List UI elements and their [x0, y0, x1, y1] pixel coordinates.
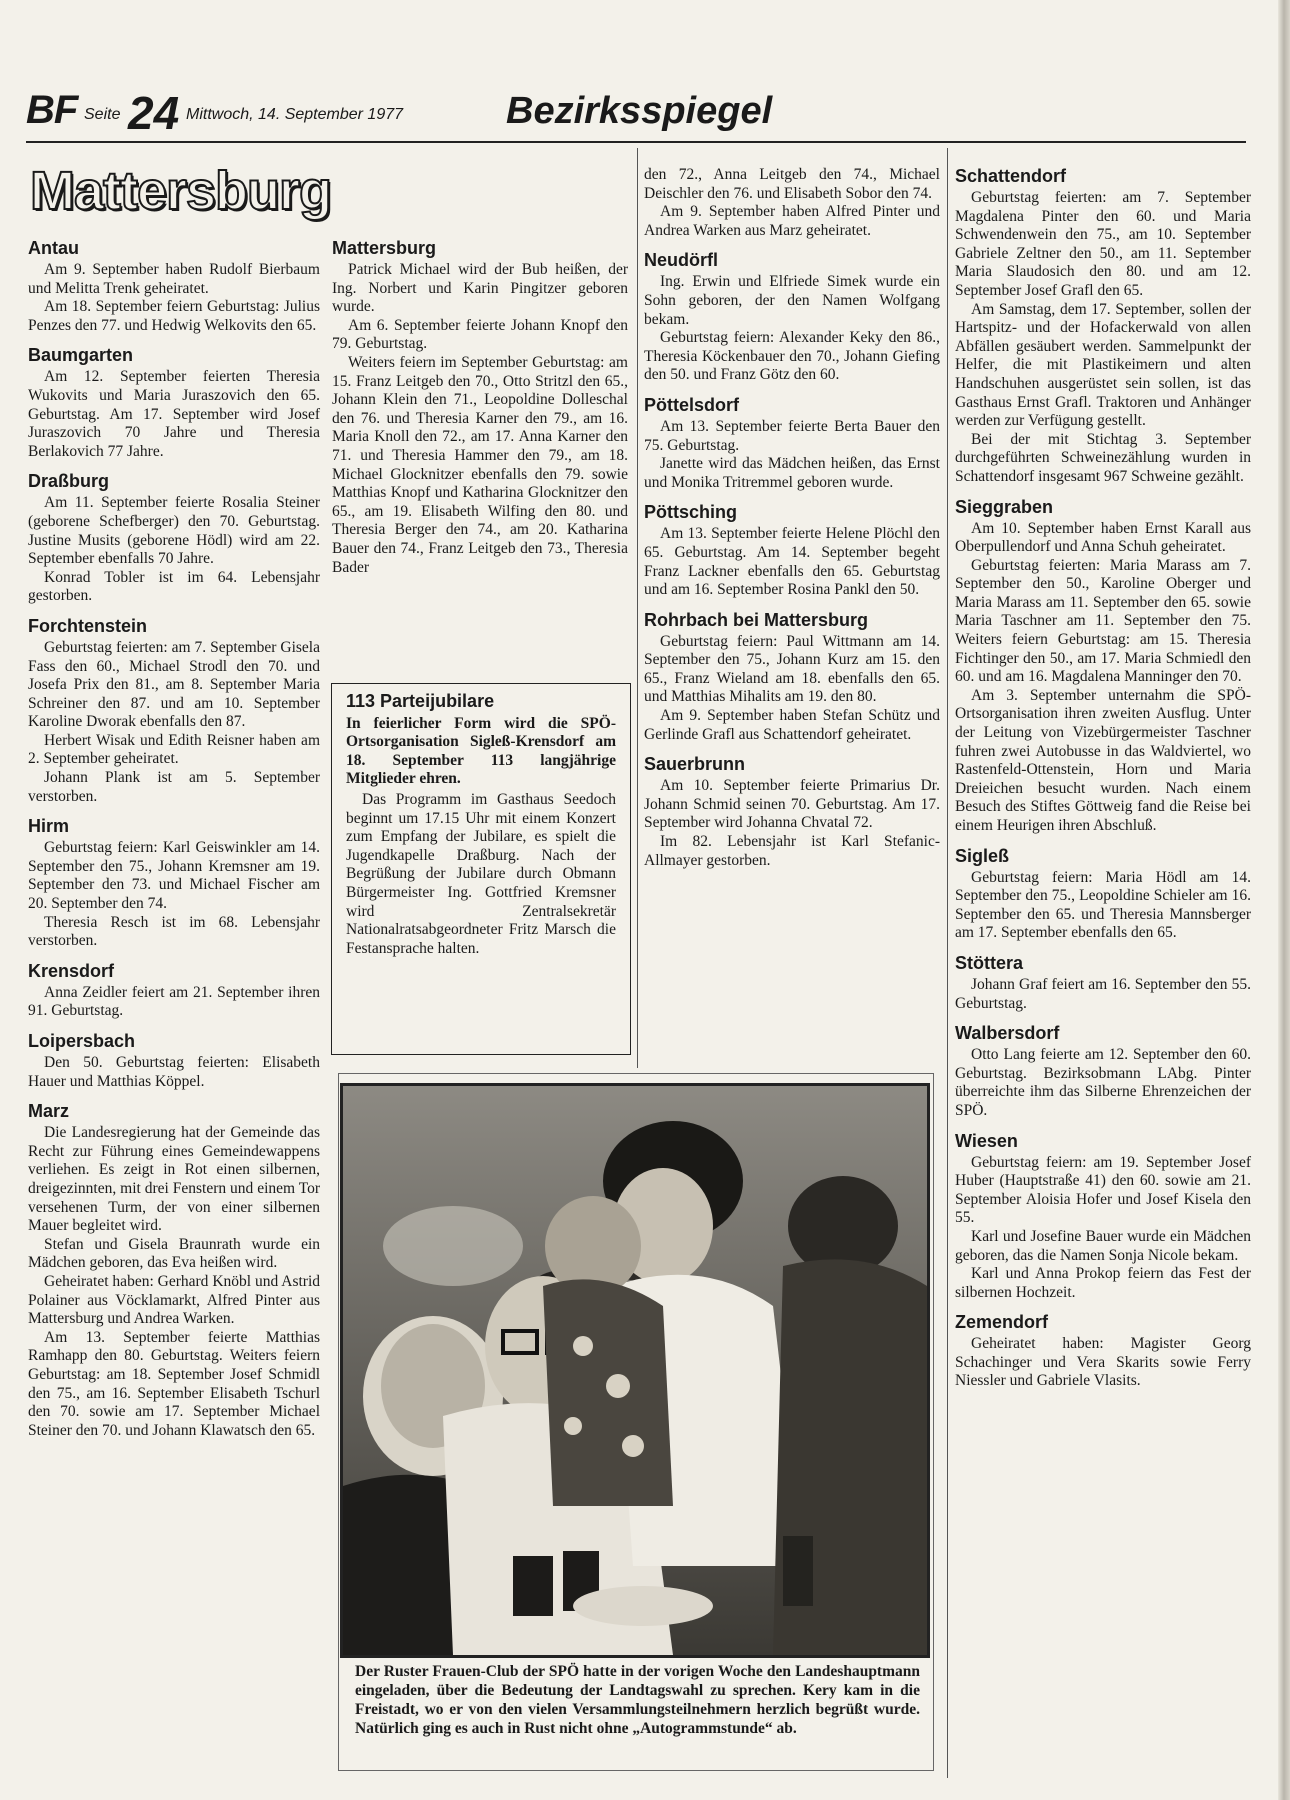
heading-sigless: Sigleß [955, 845, 1010, 866]
paragraph: Johann Plank ist am 5. September verstorben. [28, 769, 320, 805]
heading-drassburg: Draßburg [28, 471, 109, 492]
paragraph: Geburtstag feierten: am 7. September Gisela Fass den 60., Michael Strodl den 70. und Josefa Prix den 81., am 8. September Maria Schreiner den 87. und am 10. September Karoline Dworak ebenfalls den 87. [28, 638, 320, 731]
paragraph: Im 82. Lebensjahr ist Karl Stefanic-Allmayer gestorben. [644, 833, 940, 869]
paragraph: Den 50. Geburtstag feierten: Elisabeth Hauer und Matthias Köppel. [28, 1054, 320, 1090]
paragraph: Geburtstag feiern: Karl Geiswinkler am 14. September den 75., Johann Kremsner am 19. September den 73. und Michael Fischer am 20. September den 74. [28, 839, 320, 913]
paragraph: Am 11. September feierte Rosalia Steiner (geborene Schefberger) den 70. Geburtstag. Justine Musits (geborene Hödl) wird am 22. September ebenfalls 70 Jahre. [28, 494, 320, 568]
paragraph: Am 9. September haben Alfred Pinter und Andrea Warken aus Marz geheiratet. [644, 203, 940, 239]
heading-antau: Antau [28, 238, 79, 258]
paragraph: Geburtstag feiern: Paul Wittmann am 14. September den 75., Johann Kurz am 15. den 65., Franz Wieland am 18. ebenfalls den 65. und Matthias Mihalits am 19. den 80. [644, 632, 940, 706]
paragraph: Am 10. September haben Ernst Karall aus Oberpullendorf und Anna Schuh geheiratet. [955, 519, 1251, 556]
paragraph: Johann Graf feiert am 16. September den 55. Geburtstag. [955, 975, 1251, 1012]
heading-marz: Marz [28, 1101, 70, 1122]
paragraph: Karl und Josefine Bauer wurde ein Mädchen geboren, das die Namen Sonja Nicole bekam. [955, 1227, 1251, 1264]
paragraph: Am Samstag, dem 17. September, sollen der Hartspitz- und der Hofackerwald von allen Abfällen gesäubert werden. Sammelpunkt der Helfer, die mit Plastikeimern und alten Handschuhen ausgerüstet sein sollen, ist das Gasthaus Ernst Grafl. Traktoren und Anhänger werden zur Verfügung gestellt. [955, 300, 1251, 430]
notice-box [331, 683, 631, 1055]
paragraph: Am 3. September unternahm die SPÖ-Ortsorganisation ihren zweiten Ausflug. Unter der Leitung von Vizebürgermeister Taschner fuhren zwei Autobusse in das Waldviertel, wo Rastenfeld-Ottenstein, Horn und Maria Dreieichen besucht wurden. Nach einem Besuch des Stiftes Göttweig fand die Reise bei einem Heurigen ihren Abschluß. [955, 686, 1251, 834]
paragraph: Geburtstag feierten: am 7. September Magdalena Pinter den 60. und Maria Schwendenwein den 75., am 10. September Gabriele Zeltner den 50., am 11. September Maria Slaudosich den 80. und am 12. September Josef Grafl den 65. [955, 189, 1251, 299]
town-title: Mattersburg [30, 161, 332, 221]
heading-poettelsdorf: Pöttelsdorf [644, 394, 740, 415]
section-title: Bezirksspiegel [506, 90, 773, 132]
paragraph: Am 13. September feierte Matthias Ramhapp den 80. Geburtstag. Weiters feiern Geburtstag: am 18. September Josef Schmidl den 75., am 16. September Elisabeth Tschurl den 70. sowie am 17. September Michael Steiner den 70. und Johann Klawatsch den 65. [28, 1328, 320, 1439]
heading-mattersburg: Mattersburg [332, 238, 437, 258]
paragraph: Am 10. September feierte Primarius Dr. Johann Schmid seinen 70. Geburtstag. Am 17. September wird Johanna Chvatal 72. [644, 777, 940, 832]
heading-walbersdorf: Walbersdorf [955, 1023, 1060, 1044]
paragraph: Anna Zeidler feiert am 21. September ihren 91. Geburtstag. [28, 983, 320, 1020]
paragraph: Am 18. September feiern Geburtstag: Julius Penzes den 77. und Hedwig Welkovits den 65. [28, 298, 320, 334]
column-3 [644, 166, 940, 870]
header-rule [26, 141, 1246, 143]
paragraph: Patrick Michael wird der Bub heißen, der Ing. Norbert und Karin Pingitzer geboren wurde. [332, 261, 628, 316]
heading-zemendorf: Zemendorf [955, 1312, 1049, 1333]
logo: BF [26, 88, 78, 132]
paragraph: Geheiratet haben: Magister Georg Schachinger und Vera Skarits sowie Ferry Niessler und Gabriele Vlasits. [955, 1335, 1251, 1390]
paragraph: Karl und Anna Prokop feiern das Fest der silbernen Hochzeit. [955, 1265, 1251, 1301]
news-photo [340, 1083, 930, 1658]
paragraph: Geburtstag feiern: am 19. September Josef Huber (Hauptstraße 41) den 60. sowie am 21. September Aloisia Hofer und Josef Kisela den 55. [955, 1153, 1251, 1227]
paragraph: Otto Lang feierte am 12. September den 60. Geburtstag. Bezirksobmann LAbg. Pinter überreichte ihm das Silberne Ehrenzeichen der SPÖ. [955, 1046, 1251, 1119]
heading-poettsching: Pöttsching [644, 502, 737, 523]
heading-sieggraben: Sieggraben [955, 496, 1054, 517]
column-2 [332, 238, 628, 577]
paragraph: Die Landesregierung hat der Gemeinde das Recht zur Führung eines Gemeindewappens verliehen. Es zeigt in Rot einen silbernen, dreigezinnten, mit drei Fenstern und einem Tor versehenen Turm, der von einer silbernen Mauer begleitet wird. [28, 1124, 320, 1235]
heading-neudoerfl: Neudörfl [644, 250, 718, 271]
paragraph: Herbert Wisak und Edith Reisner haben am 2. September geheiratet. [28, 731, 320, 768]
paragraph: Am 9. September haben Rudolf Bierbaum und Melitta Trenk geheiratet. [28, 261, 320, 297]
paragraph: Konrad Tobler ist im 64. Lebensjahr gestorben. [28, 568, 320, 605]
paragraph: Am 12. September feierten Theresia Wukovits und Maria Juraszovich den 65. Geburtstag. Am 17. September wird Josef Juraszovich 70 Jahre und Theresia Berlakovich 77 Jahre. [28, 368, 320, 460]
page-header [26, 88, 1246, 140]
paragraph: Am 6. September feierte Johann Knopf den 79. Geburtstag. [332, 316, 628, 353]
paragraph: Am 13. September feierte Berta Bauer den 75. Geburtstag. [644, 417, 940, 454]
paragraph: Janette wird das Mädchen heißen, das Ernst und Monika Tritremmel geboren wurde. [644, 455, 940, 491]
issue-date: Mittwoch, 14. September 1977 [186, 106, 404, 123]
column-divider [947, 148, 948, 1778]
paragraph: Geburtstag feiern: Maria Hödl am 14. September den 75., Leopoldine Schieler am 16. September den 65. und Theresia Mannsberger am 17. September ebenfalls den 65. [955, 868, 1251, 942]
column-4 [955, 166, 1251, 1391]
column-1 [28, 238, 320, 1440]
heading-rohrbach: Rohrbach bei Mattersburg [644, 609, 869, 630]
paragraph: Ing. Erwin und Elfriede Simek wurde ein Sohn geboren, der den Namen Wolfgang bekam. [644, 273, 940, 328]
paragraph: den 72., Anna Leitgeb den 74., Michael Deischler den 76. und Elisabeth Sobor den 74. [644, 166, 940, 202]
paragraph: Am 9. September haben Stefan Schütz und Gerlinde Grafl aus Schattendorf geheiratet. [644, 707, 940, 743]
heading-hirm: Hirm [28, 816, 70, 837]
photo-caption: Der Ruster Frauen-Club der SPÖ hatte in der vorigen Woche den Landeshauptmann eingeladen, über die Bedeutung der Landtagswahl zu sprechen. Kery kam in die Freistadt, wo er von den vielen Versammlungsteilnehmern herzlich begrüßt wurde. Natürlich ging es auch in Rust nicht ohne „Autogrammstunde“ ab. [355, 1663, 920, 1737]
heading-forchtenstein: Forchtenstein [28, 615, 148, 636]
heading-stoettera: Stöttera [955, 952, 1024, 973]
heading-krensdorf: Krensdorf [28, 960, 115, 981]
heading-baumgarten: Baumgarten [28, 345, 134, 366]
notice-lead: In feierlicher Form wird die SPÖ-Ortsorganisation Sigleß-Krensdorf am 18. September 113 langjährige Mitglieder ehren. [346, 714, 616, 788]
page-number: 24 [128, 87, 180, 139]
notice-body: Das Programm im Gasthaus Seedoch beginnt um 17.15 Uhr mit einem Konzert zum Empfang der Jubilare, es spielt die Jugendkapelle Draßburg. Nach der Begrüßung der Jubilare durch Obmann Bürgermeister Ing. Gottfried Kremsner wird Zentralsekretär Nationalratsabgeordneter Fritz Marsch die Festansprache halten. [346, 790, 616, 957]
paragraph: Weiters feiern im September Geburtstag: am 15. Franz Leitgeb den 70., Otto Stritzl den 65., Johann Klein den 71., Leopoldine Dolleschal den 76. und Theresia Karner den 79., am 16. Maria Knoll den 72., am 17. Anna Karner den 71. und Theresia Hammer den 79., am 18. Michael Glocknitzer ebenfalls den 79. sowie Matthias Knopf und Katharina Glocknitzer den 65., am 19. Elisabeth Wilfing den 80. und Theresia Berger den 74., am 20. Katharina Bauer den 74., Franz Leitgeb den 73., Theresia Bader [332, 353, 628, 576]
paragraph: Geheiratet haben: Gerhard Knöbl und Astrid Polainer aus Vöcklamarkt, Alfred Pinter aus Mattersburg und Andrea Warken. [28, 1272, 320, 1328]
paragraph: Bei der mit Stichtag 3. September durchgeführten Schweinezählung wurden in Schattendorf insgesamt 967 Schweine gezählt. [955, 430, 1251, 485]
paragraph: Geburtstag feierten: Maria Marass am 7. September den 50., Karoline Oberger und Maria Marass am 11. September den 65. sowie Maria Taschner am 11. September den 75. Weiters feiern Geburtstag: am 15. Theresia Fichtinger den 50., am 17. Maria Schmiedl den 60. und am 16. Magdalena Manninger den 70. [955, 556, 1251, 686]
heading-sauerbrunn: Sauerbrunn [644, 754, 746, 775]
paragraph: Geburtstag feiern: Alexander Keky den 86., Theresia Köckenbauer den 70., Johann Giefing den 50. und Franz Götz den 60. [644, 329, 940, 384]
paragraph: Stefan und Gisela Braunrath wurde ein Mädchen geboren, das Eva heißen wird. [28, 1235, 320, 1272]
column-divider [637, 148, 638, 1068]
notice-title: 113 Parteijubilare [346, 691, 495, 711]
heading-wiesen: Wiesen [955, 1130, 1018, 1151]
page-label: Seite [84, 106, 121, 123]
page-edge [1278, 0, 1290, 1800]
heading-schattendorf: Schattendorf [955, 166, 1067, 186]
paragraph: Am 13. September feierte Helene Plöchl den 65. Geburtstag. Am 14. September begeht Franz Lackner ebenfalls den 65. Geburtstag und am 16. September Rosina Pankl den 50. [644, 525, 940, 599]
heading-loipersbach: Loipersbach [28, 1031, 136, 1051]
photo-image [343, 1086, 927, 1655]
paragraph: Theresia Resch ist im 68. Lebensjahr verstorben. [28, 913, 320, 950]
